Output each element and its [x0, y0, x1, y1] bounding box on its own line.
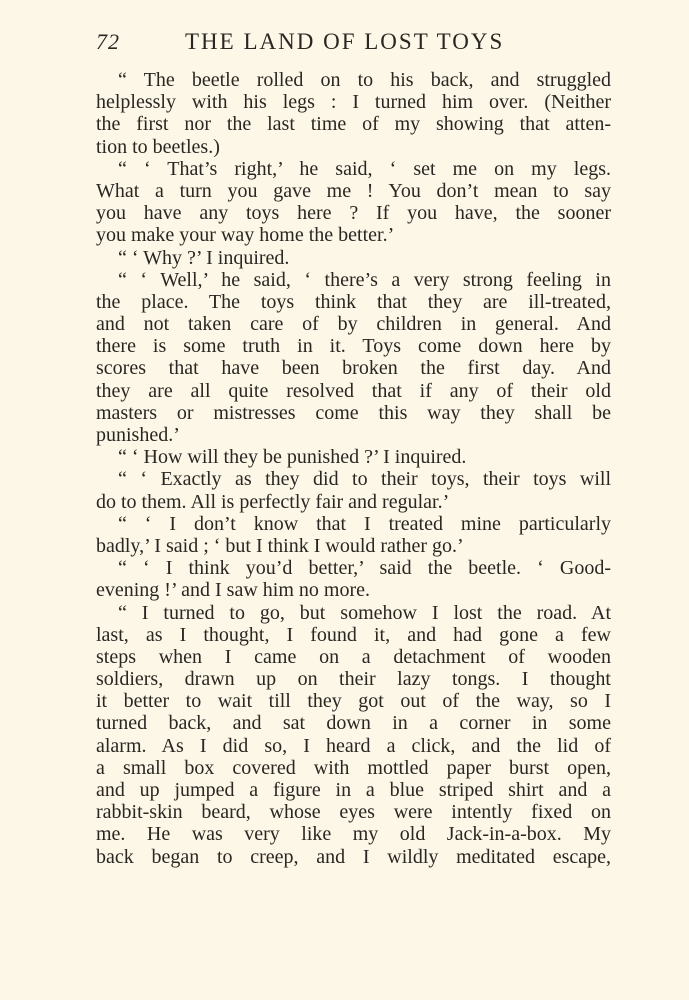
- text-line: you make your way home the better.’: [96, 224, 395, 247]
- text-line: badly,’ I said ; ‘ but I think I would rather go.’: [96, 534, 464, 557]
- text-line: “ ‘ Why ?’ I inquired.: [118, 246, 290, 269]
- text-line: “ ‘ That’s right,’ he said, ‘ set me on my legs.: [118, 157, 611, 180]
- running-title: THE LAND OF LOST TOYS: [185, 29, 505, 54]
- text-line: the place. The toys think that they are ill-treated,: [96, 290, 611, 313]
- text-line: turned back, and sat down in a corner in some: [96, 712, 611, 735]
- text-line: and up jumped a figure in a blue striped shirt and a: [96, 779, 611, 801]
- text-line: “ ‘ Well,’ he said, ‘ there’s a very strong feeling in: [118, 268, 611, 291]
- text-line: “ ‘ How will they be punished ?’ I inquired.: [118, 446, 467, 469]
- text-line: last, as I thought, I found it, and had gone a few: [96, 623, 611, 646]
- body-text: [96, 69, 611, 868]
- text-line: masters or mistresses come this way they shall be: [96, 401, 611, 424]
- text-line: “ I turned to go, but somehow I lost the road. At: [118, 601, 611, 624]
- text-line: they are all quite resolved that if any of their old: [96, 379, 611, 402]
- text-line: scores that have been broken the first day. And: [96, 357, 611, 380]
- text-line: soldiers, drawn up on their lazy tongs. I thought: [96, 668, 611, 691]
- text-line: What a turn you gave me ! You don’t mean to say: [96, 179, 611, 202]
- text-line: a small box covered with mottled paper burst open,: [96, 756, 611, 779]
- text-line: “ ‘ I don’t know that I treated mine particularly: [118, 512, 611, 535]
- text-line: rabbit-skin beard, whose eyes were intently fixed on: [96, 801, 611, 824]
- text-line: “ The beetle rolled on to his back, and struggled: [118, 69, 611, 91]
- running-head: [96, 27, 612, 57]
- text-line: evening !’ and I saw him no more.: [96, 579, 370, 602]
- text-line: alarm. As I did so, I heard a click, and the lid of: [96, 734, 611, 757]
- text-line: do to them. All is perfectly fair and regular.’: [96, 490, 450, 513]
- text-line: there is some truth in it. Toys come down here by: [96, 335, 611, 358]
- text-line: “ ‘ Exactly as they did to their toys, their toys will: [118, 468, 611, 491]
- text-line: the first nor the last time of my showing that atten-: [96, 113, 611, 136]
- text-line: and not taken care of by children in general. And: [96, 313, 611, 336]
- text-line: me. He was very like my old Jack-in-a-box. My: [96, 823, 611, 846]
- text-line: you have any toys here ? If you have, the sooner: [96, 202, 611, 225]
- text-line: “ ‘ I think you’d better,’ said the beetle. ‘ Good-: [118, 557, 611, 580]
- text-line: steps when I came on a detachment of wooden: [96, 645, 611, 668]
- text-line: it better to wait till they got out of the way, so I: [96, 690, 611, 713]
- text-line: back began to creep, and I wildly meditated escape,: [96, 845, 611, 868]
- text-line: tion to beetles.): [96, 135, 220, 158]
- text-line: punished.’: [96, 424, 180, 446]
- text-line: helplessly with his legs : I turned him over. (Neither: [96, 91, 611, 114]
- page-number: 72: [96, 29, 120, 54]
